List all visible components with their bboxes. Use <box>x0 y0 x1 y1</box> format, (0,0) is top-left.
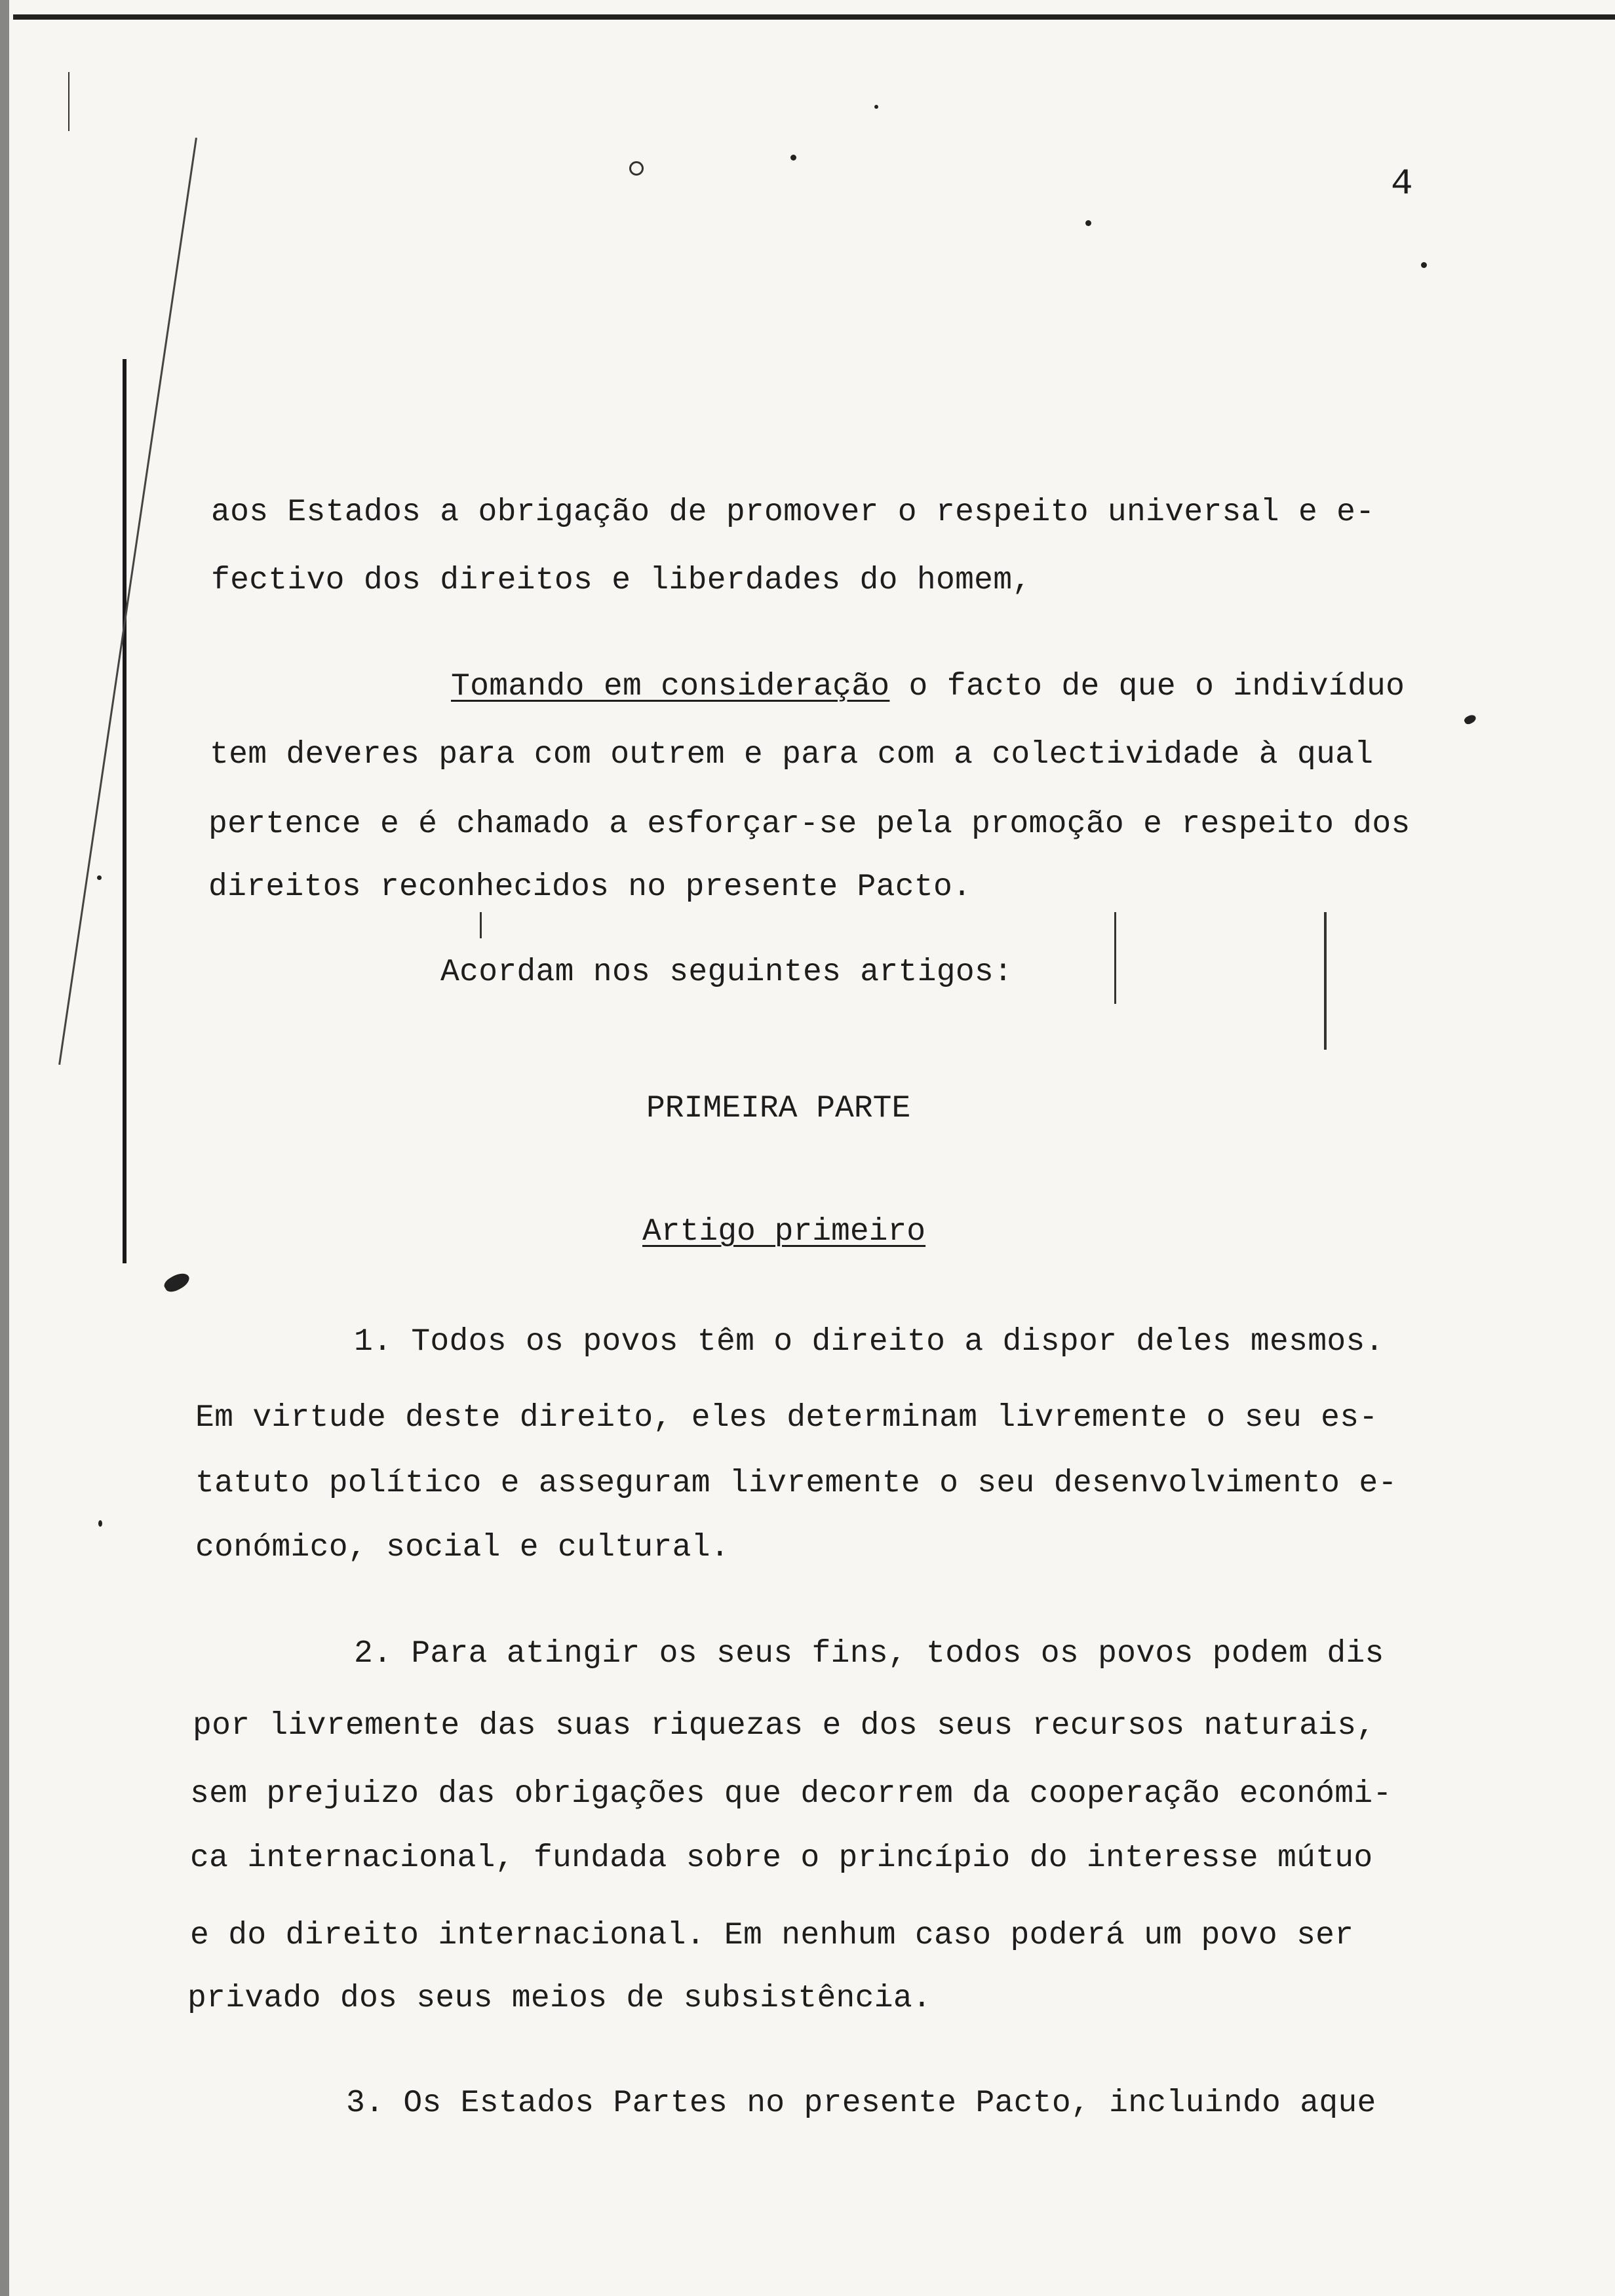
margin-mark <box>68 72 69 131</box>
paragraph-2-line: privado dos seus meios de subsistência. <box>187 1981 932 2016</box>
margin-mark <box>480 912 482 938</box>
paragraph-2-line: sem prejuizo das obrigações que decorrem da cooperação económi- <box>190 1776 1392 1812</box>
emphasis-tomando: Tomando em consideração <box>451 669 890 704</box>
paragraph-1-line: 1. Todos os povos têm o direito a dispor deles mesmos. <box>354 1324 1384 1360</box>
paragraph-2-line: ca internacional, fundada sobre o princípio do interesse mútuo <box>190 1841 1373 1876</box>
paragraph-2-line: 2. Para atingir os seus fins, todos os povos podem dis <box>354 1636 1384 1672</box>
page-number: 4 <box>1391 163 1413 204</box>
text-line: Acordam nos seguintes artigos: <box>440 955 1013 990</box>
margin-mark <box>1114 912 1116 1004</box>
margin-slant-line <box>58 138 197 1065</box>
scan-speck <box>97 875 102 880</box>
paragraph-1-line: Em virtude deste direito, eles determinam livremente o seu es- <box>195 1400 1378 1436</box>
margin-mark <box>1324 912 1327 1050</box>
scan-speck <box>1085 220 1091 226</box>
article-title: Artigo primeiro <box>642 1214 926 1250</box>
margin-bar <box>123 359 126 1263</box>
text-line: aos Estados a obrigação de promover o respeito universal e e- <box>211 495 1375 530</box>
text-line: tem deveres para com outrem e para com a colectividade à qual <box>210 737 1374 773</box>
paragraph-1-line: tatuto político e asseguram livremente o seu desenvolvimento e- <box>195 1466 1397 1501</box>
left-scan-edge <box>0 0 9 2296</box>
ink-blot <box>1463 713 1477 725</box>
paragraph-2-line: e do direito internacional. Em nenhum caso poderá um povo ser <box>190 1918 1354 1953</box>
text-line: fectivo dos direitos e liberdades do homem, <box>211 563 1032 598</box>
scan-speck <box>98 1520 102 1527</box>
text-line: o facto de que o indivíduo <box>908 669 1405 704</box>
paragraph-3-line: 3. Os Estados Partes no presente Pacto, incluindo aque <box>346 2086 1376 2121</box>
scan-ring-mark <box>629 161 644 176</box>
top-border-line <box>13 14 1615 20</box>
part-title: PRIMEIRA PARTE <box>646 1091 911 1126</box>
paragraph-2-line: por livremente das suas riquezas e dos seus recursos naturais, <box>193 1708 1376 1744</box>
scan-speck <box>874 105 878 109</box>
scan-speck <box>790 155 796 161</box>
text-line: pertence e é chamado a esforçar-se pela promoção e respeito dos <box>208 807 1411 842</box>
ink-blot <box>162 1269 192 1295</box>
scan-speck <box>1421 262 1427 268</box>
text-line: direitos reconhecidos no presente Pacto. <box>208 870 972 905</box>
paragraph-emphasis-line <box>451 671 1405 702</box>
paragraph-1-line: conómico, social e cultural. <box>195 1530 730 1565</box>
